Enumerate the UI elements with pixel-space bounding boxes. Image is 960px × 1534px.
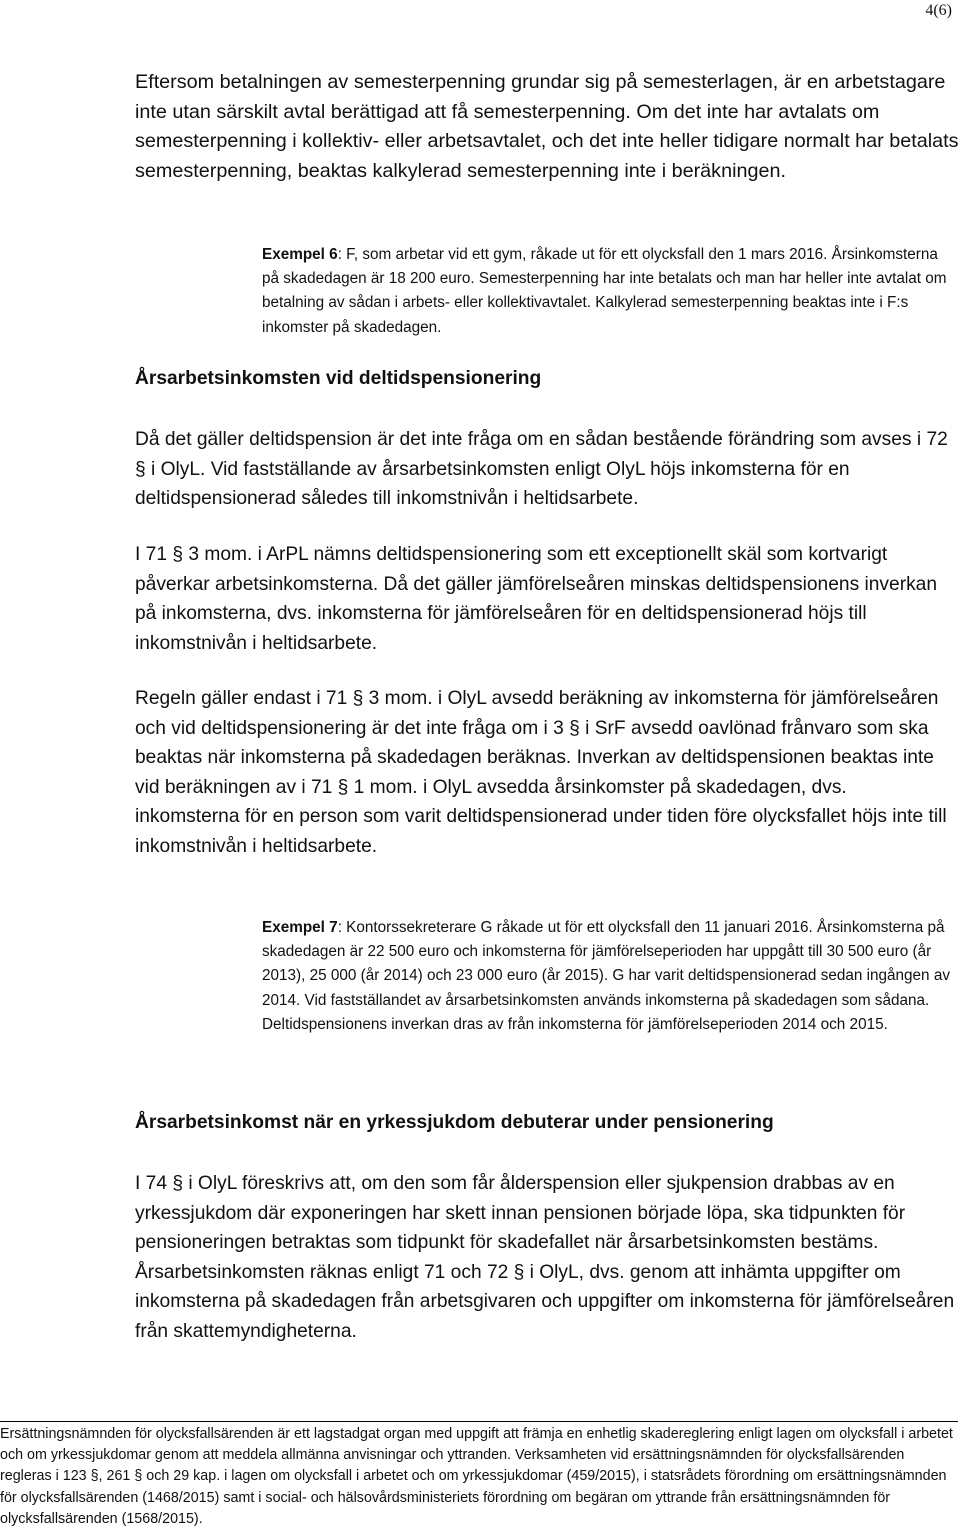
intro-paragraph: Eftersom betalningen av semesterpenning grundar sig på semesterlagen, är en arbetstagare inte utan särskilt avtal berättigad att få semesterpenning. Om det inte har avtalats om semesterpenning i kollektiv- eller arbetsavtalet, och det inte heller tidigare normalt har betalats semesterpenning, beaktas kalkylerad semesterpenning inte i beräkningen. [135, 71, 959, 182]
example-7-label: Exempel 7 [262, 919, 338, 936]
section1-paragraph-2: I 71 § 3 mom. i ArPL nämns deltidspensionering som ett exceptionellt skäl som kortvarigt påverkar arbetsinkomsterna. Då det gäller jämförelseåren minskas deltidspensionens inverkan på inkomsterna, dvs. inkomsterna för jämförelseåren för en deltidspensionerad höjs till inkomstnivån i heltidsarbete. [135, 544, 938, 654]
footer-text: Ersättningsnämnden för olycksfallsärenden är ett lagstadgat organ med uppgift att främja en enhetlig skadereglering enligt lagen om olycksfall i arbetet och om yrkessjukdomar genom att meddela allmänna anvisningar och yttranden. Verksamheten vid ersättningsnämnden för olycksfallsärenden regleras i 123 §, 261 § och 29 kap. i lagen om olycksfall i arbetet och om yrkessjukdomar (459/2015), i statsrådets förordning om ersättningsnämnden för olycksfallsärenden (1468/2015) samt i social- och hälsovårdsministeriets förordning om begäran om yttrande från ersättningsnämnden för olycksfallsärenden (1568/2015). [0, 1426, 953, 1527]
section2-paragraph-1: I 74 § i OlyL föreskrivs att, om den som får ålderspension eller sjukpension drabbas av en yrkessjukdom där exponeringen har skett innan pensionen började löpa, ska tidpunkten för pensioneringen betraktas som tidpunkt för skadefallet när årsarbetsinkomsten bestäms. Årsarbetsinkomsten räknas enligt 71 och 72 § i OlyL, dvs. genom att inhämta uppgifter om inkomsterna på skadedagen från arbetsgivaren och uppgifter om inkomsterna för jämförelseåren från skattemyndigheterna. [135, 1173, 955, 1342]
example-6 [262, 243, 958, 340]
footer-divider [0, 1421, 958, 1422]
section-heading-deltidspensionering: Årsarbetsinkomsten vid deltidspensionering [135, 368, 542, 389]
page-number: 4(6) [925, 2, 952, 19]
example-6-text: : F, som arbetar vid ett gym, råkade ut för ett olycksfall den 1 mars 2016. Årsinkomsterna på skadedagen är 18 200 euro. Semesterpenning har inte betalats och man har heller inte avtalat om betalning av sådan i arbets- eller kollektivavtalet. Kalkylerad semesterpenning beaktas inte i F:s inkomster på skadedagen. [262, 246, 947, 336]
example-7-text: : Kontorssekreterare G råkade ut för ett olycksfall den 11 januari 2016. Årsinkomsterna på skadedagen är 22 500 euro och inkomsterna för jämförelseperioden har uppgått till 30 500 euro (år 2013), 25 000 (år 2014) och 23 000 euro (år 2015). G har varit deltidspensionerad sedan ingången av 2014. Vid fastställandet av årsarbetsinkomsten används inkomsterna på skadedagen som sådana. Deltidspensionens inverkan dras av från inkomsterna för jämförelseperioden 2014 och 2015. [262, 919, 950, 1033]
section1-paragraph-3: Regeln gäller endast i 71 § 3 mom. i OlyL avsedd beräkning av inkomsterna för jämförelseåren och vid deltidspensionering är det inte fråga om i 3 § i SrF avsedd oavlönad frånvaro som ska beaktas när inkomsterna på skadedagen beräknas. Inverkan av deltidspensionen beaktas inte vid beräkningen av i 71 § 1 mom. i OlyL avsedda årsinkomster på skadedagen, dvs. inkomsterna för en person som varit deltidspensionerad under tiden före olycksfallet höjs inte till inkomstnivån i heltidsarbete. [135, 688, 947, 857]
example-7 [262, 916, 958, 1037]
section1-paragraph-1: Då det gäller deltidspension är det inte fråga om en sådan bestående förändring som avses i 72 § i OlyL. Vid fastställande av årsarbetsinkomsten enligt OlyL höjs inkomsterna för en deltidspensionerad således till inkomstnivån i heltidsarbete. [135, 429, 948, 509]
example-6-label: Exempel 6 [262, 246, 338, 263]
section-heading-yrkessjukdom: Årsarbetsinkomst när en yrkessjukdom debuterar under pensionering [135, 1112, 774, 1133]
